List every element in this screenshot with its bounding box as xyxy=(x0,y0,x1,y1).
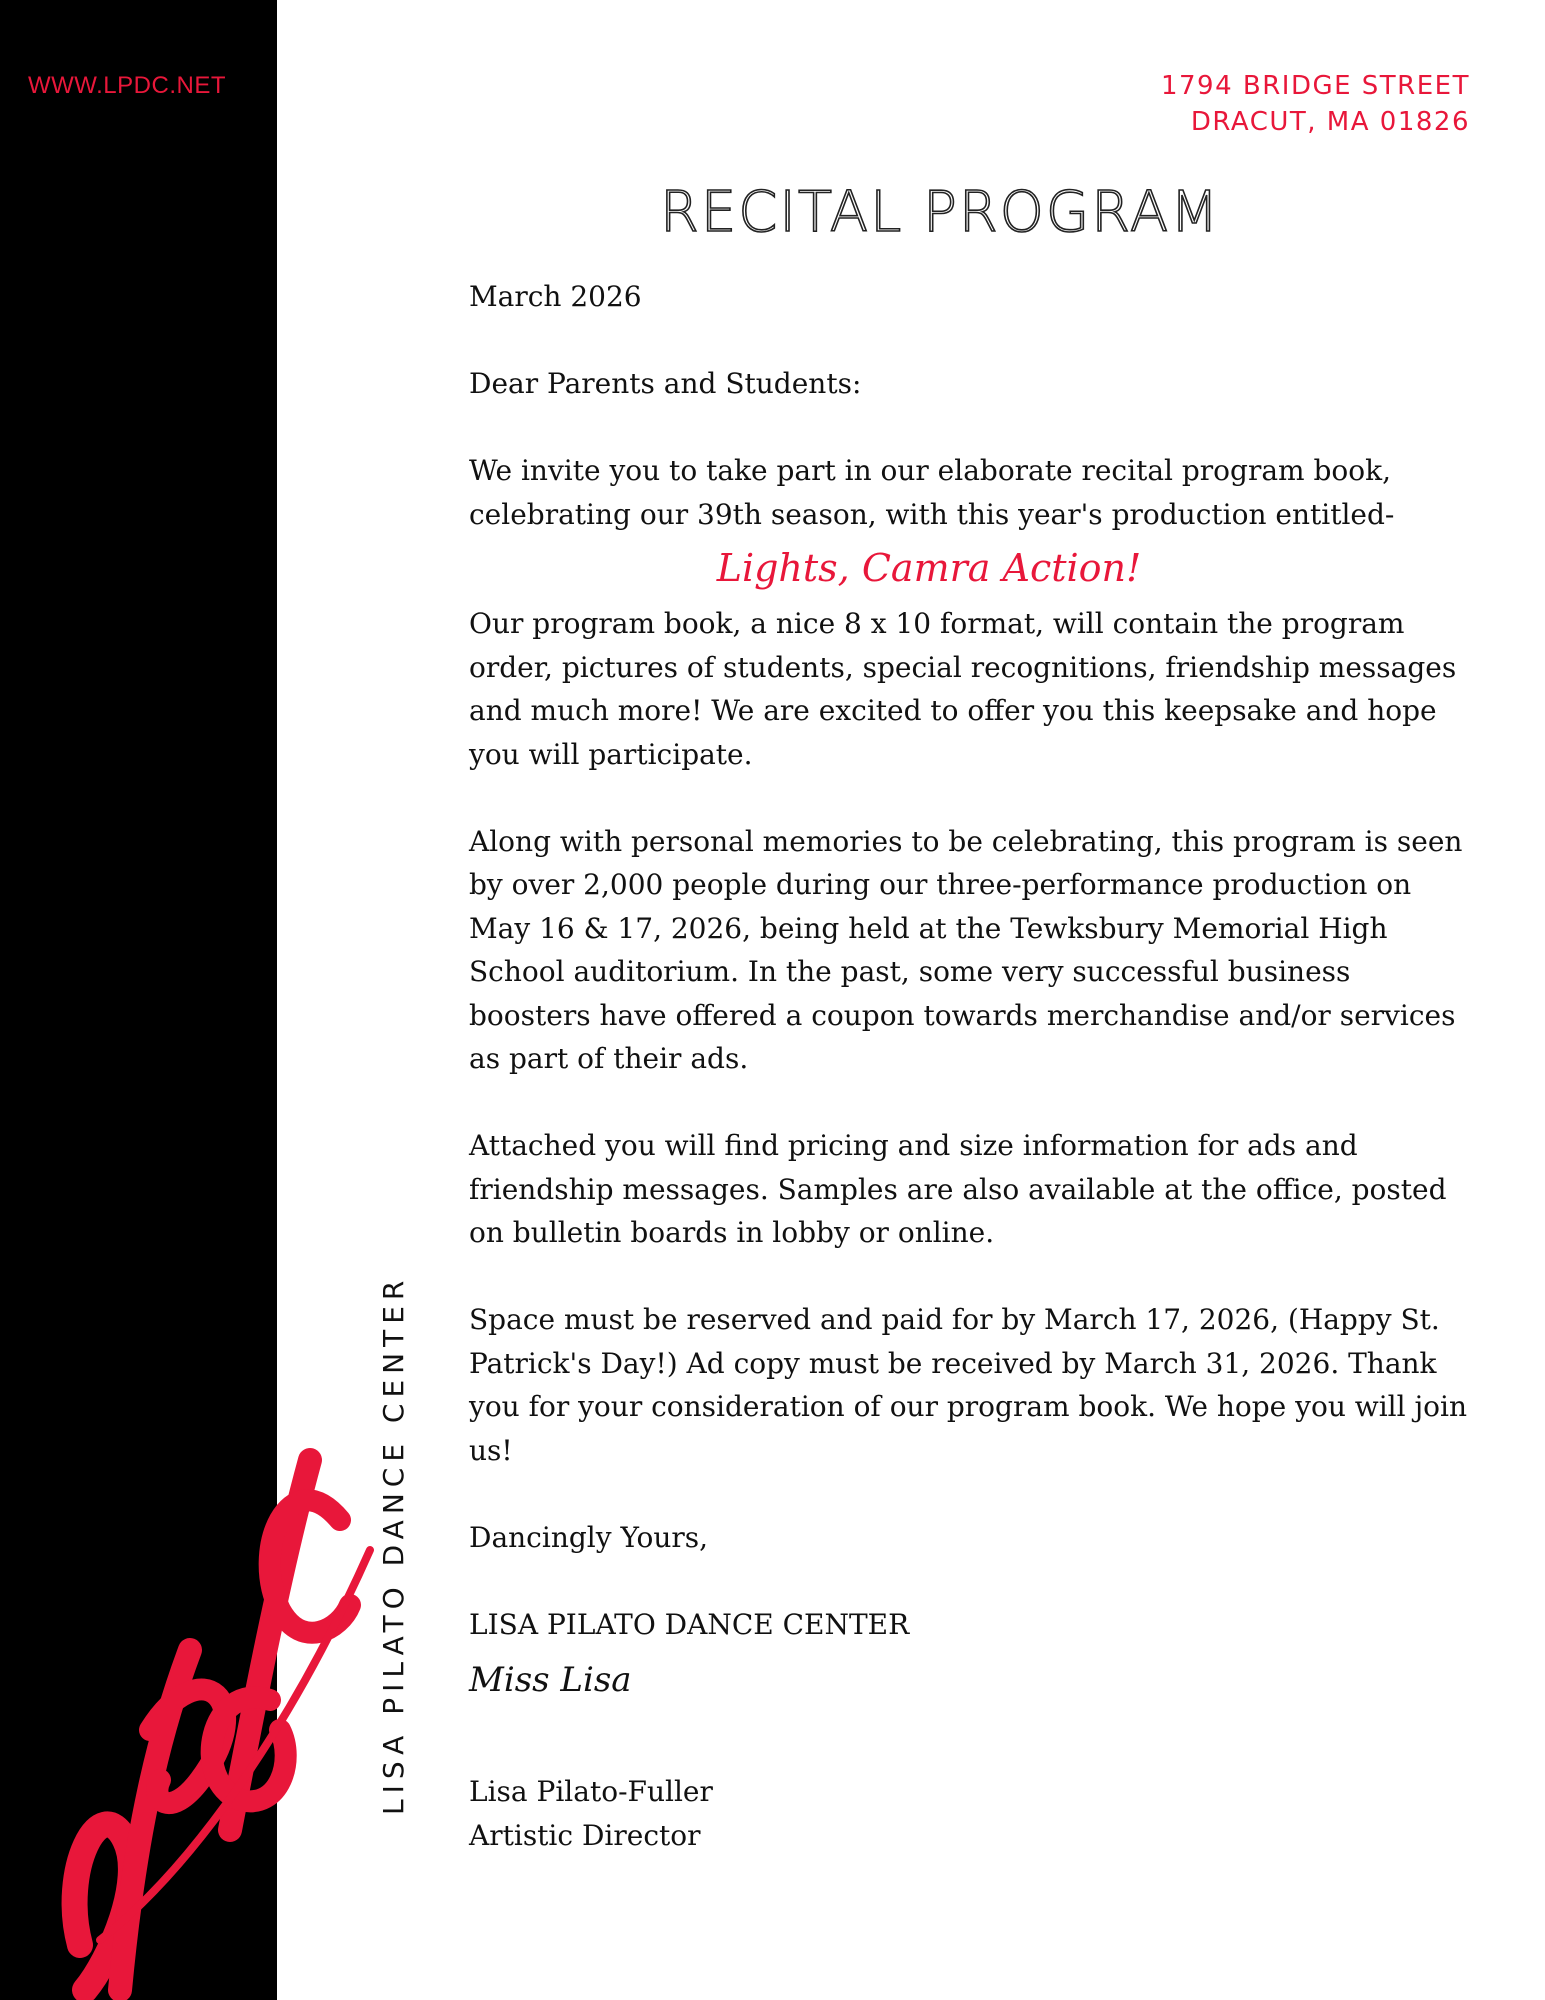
letter-org-name: LISA PILATO DANCE CENTER xyxy=(469,1607,910,1641)
letter-closing: Dancingly Yours, xyxy=(469,1520,709,1554)
vertical-brand-name: LISA PILATO DANCE CENTER xyxy=(377,1274,410,1815)
page-title-text: RECITAL PROGRAM xyxy=(660,180,1221,245)
website-link[interactable]: WWW.LPDC.NET xyxy=(28,72,226,99)
signer-title: Artistic Director xyxy=(469,1818,701,1852)
lpdc-logo xyxy=(40,1400,420,2000)
signature: Miss Lisa xyxy=(469,1660,632,1700)
letter-paragraph-4: Attached you will find pricing and size information for ads and friendship messages. Samples are also available at the office, posted on bulletin boards in lobby or online. xyxy=(469,1129,1447,1249)
page-title xyxy=(660,180,1260,245)
letter-body xyxy=(469,275,1479,1857)
address-street: 1794 BRIDGE STREET xyxy=(1160,71,1470,101)
letter-paragraph-3: Along with personal memories to be celebrating, this program is seen by over 2,000 people during our three-performance production on May 16 & 17, 2026, being held at the Tewksbury Memorial High School auditorium. In the past, some very successful business boosters have offered a coupon towards merchandise and/or services as part of their ads. xyxy=(469,824,1463,1075)
signer-name: Lisa Pilato-Fuller xyxy=(469,1775,713,1808)
production-title: Lights, Camra Action! xyxy=(716,546,1142,590)
address-block xyxy=(1161,68,1470,140)
letter-date: March 2026 xyxy=(469,280,642,313)
letter-paragraph-1: We invite you to take part in our elaborate recital program book, celebrating our 39th season, with this year's production entitled- xyxy=(469,454,1395,531)
address-city: DRACUT, MA 01826 xyxy=(1190,107,1470,137)
letter-salutation: Dear Parents and Students: xyxy=(469,367,862,400)
letter-paragraph-5: Space must be reserved and paid for by March 17, 2026, (Happy St. Patrick's Day!) Ad copy must be received by March 31, 2026. Thank you for your consideration of our program book. We hope you will join us! xyxy=(469,1303,1468,1467)
letter-paragraph-2: Our program book, a nice 8 x 10 format, will contain the program order, pictures of students, special recognitions, friendship messages and much more! We are excited to offer you this keepsake and hope you will participate. xyxy=(469,607,1457,771)
